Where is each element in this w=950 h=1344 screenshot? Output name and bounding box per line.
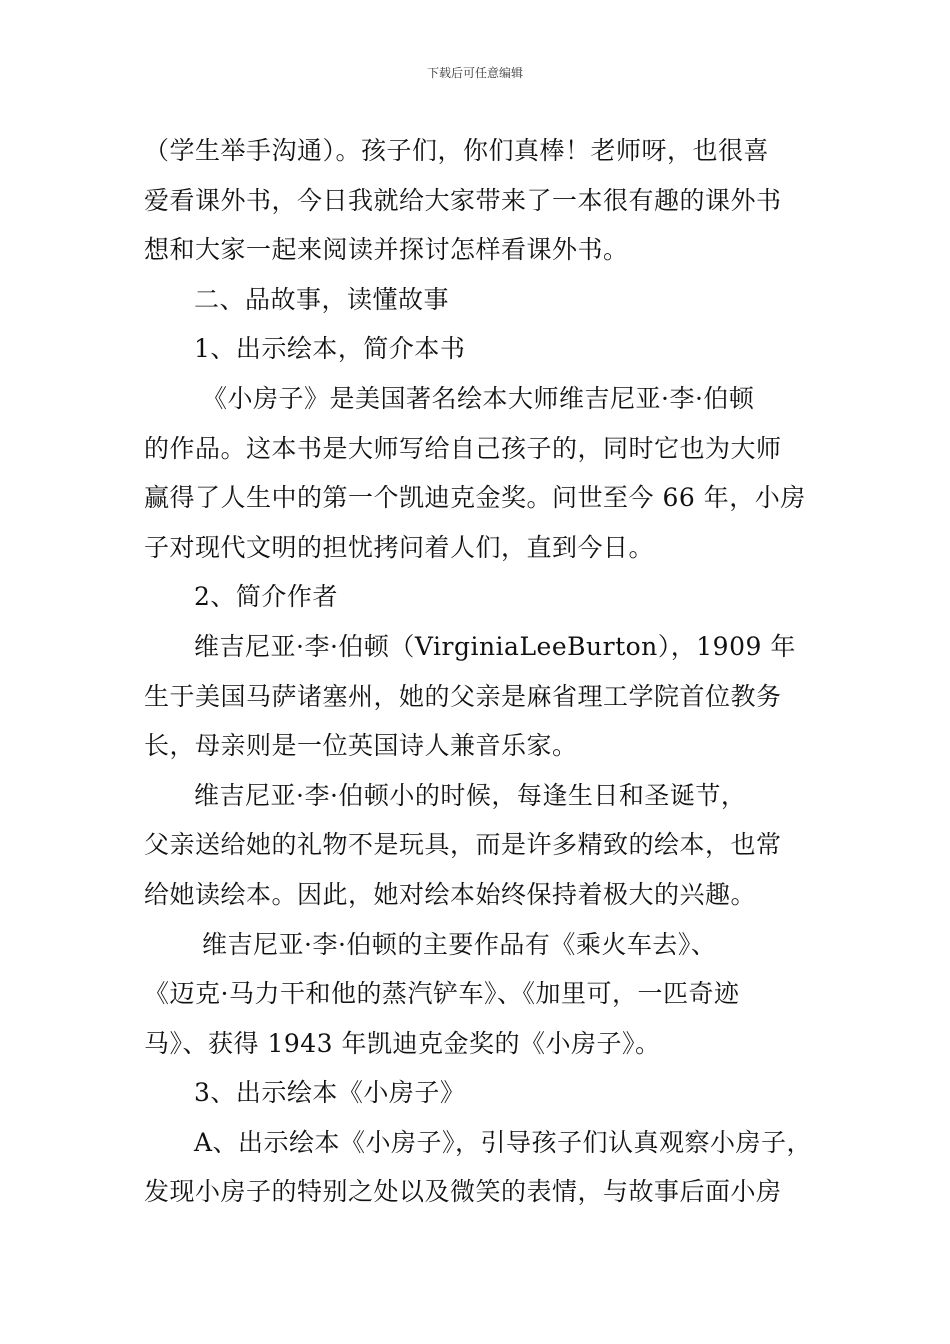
text-line: 爱看课外书，今日我就给大家带来了一本很有趣的课外书 — [144, 185, 782, 215]
text-line: 维吉尼亚·李·伯顿的主要作品有《乘火车去》、 — [202, 929, 717, 959]
text-line: 马》、获得 1943 年凯迪克金奖的《小房子》。 — [144, 1028, 661, 1058]
text-line: 的作品。这本书是大师写给自己孩子的，同时它也为大师 — [144, 433, 782, 463]
text-line: 子对现代文明的担忧拷问着人们，直到今日。 — [144, 532, 655, 562]
text-line: 长，母亲则是一位英国诗人兼音乐家。 — [144, 731, 578, 761]
text-line: 父亲送给她的礼物不是玩具，而是许多精致的绘本，也常 — [144, 830, 782, 860]
subsection-heading: 1、出示绘本，简介本书 — [194, 334, 466, 364]
text-line: （学生举手沟通）。孩子们，你们真棒！老师呀，也很喜 — [144, 136, 770, 165]
section-heading: 二、品故事，读懂故事 — [194, 284, 450, 314]
text-line: 维吉尼亚·李·伯顿小的时候，每逢生日和圣诞节， — [194, 780, 747, 810]
page-header: 下载后可任意编辑 — [426, 66, 523, 80]
subsection-heading: 2、简介作者 — [194, 582, 338, 612]
text-line: 《小房子》是美国著名绘本大师维吉尼亚·李·伯顿 — [202, 383, 755, 413]
text-line: A、出示绘本《小房子》，引导孩子们认真观察小房子， — [194, 1127, 813, 1157]
text-line: 发现小房子的特别之处以及微笑的表情，与故事后面小房 — [144, 1177, 782, 1207]
subsection-heading: 3、出示绘本《小房子》 — [194, 1078, 466, 1108]
text-line: 赢得了人生中的第一个凯迪克金奖。问世至今 66 年，小房 — [144, 483, 806, 513]
text-line: 想和大家一起来阅读并探讨怎样看课外书。 — [144, 235, 629, 265]
text-line: 维吉尼亚·李·伯顿（VirginiaLeeBurton），1909 年 — [194, 631, 796, 661]
text-line: 给她读绘本。因此，她对绘本始终保持着极大的兴趣。 — [144, 879, 757, 909]
text-line: 生于美国马萨诸塞州，她的父亲是麻省理工学院首位教务 — [144, 681, 782, 711]
text-line: 《迈克·马力干和他的蒸汽铲车》、《加里可，一匹奇迹 — [144, 979, 740, 1009]
document-body — [144, 126, 824, 1217]
